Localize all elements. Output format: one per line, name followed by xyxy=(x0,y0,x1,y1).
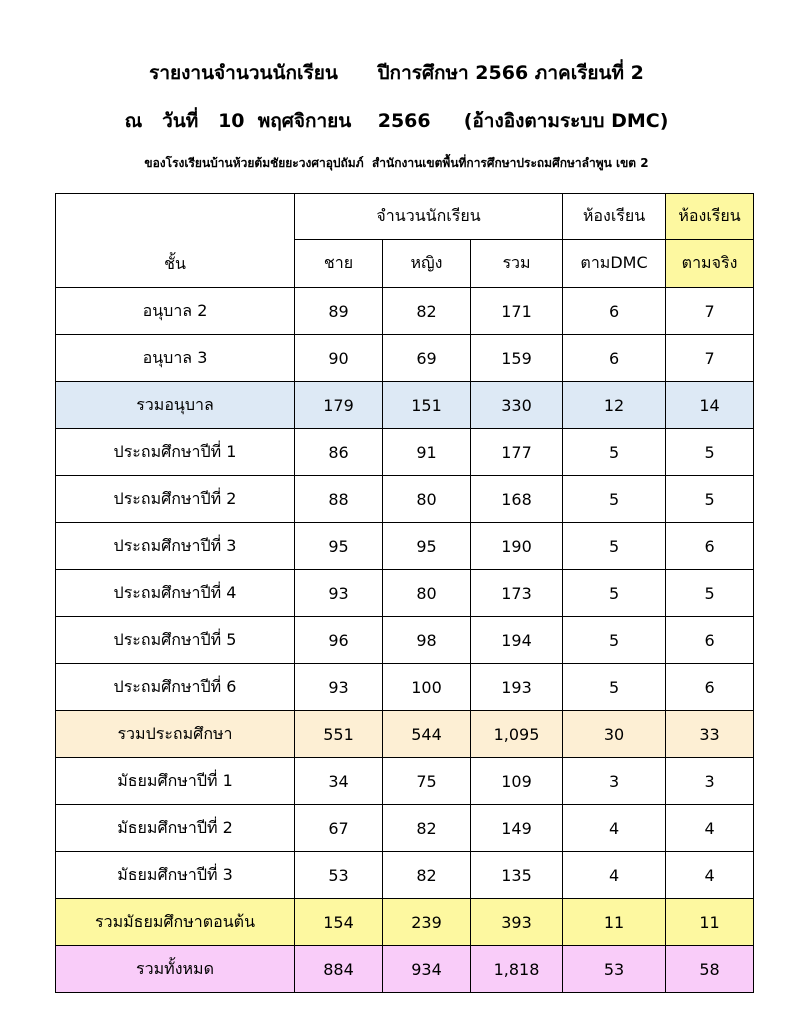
female-count-cell: 95 xyxy=(383,523,471,570)
table-row xyxy=(56,288,754,335)
student-count-group-header: จำนวนนักเรียน xyxy=(295,194,563,240)
table-row xyxy=(56,617,754,664)
grade-cell: ประถมศึกษาปีที่ 5 xyxy=(56,617,295,664)
table-header-row-1 xyxy=(56,194,754,240)
female-count-cell: 239 xyxy=(383,899,471,946)
table-row xyxy=(56,476,754,523)
rooms-dmc-cell: 5 xyxy=(563,523,666,570)
male-count-cell: 34 xyxy=(295,758,383,805)
female-column-header: หญิง xyxy=(383,240,471,288)
total-count-cell: 1,095 xyxy=(471,711,563,758)
rooms-dmc-cell: 6 xyxy=(563,335,666,382)
total-count-cell: 135 xyxy=(471,852,563,899)
male-count-cell: 95 xyxy=(295,523,383,570)
rooms-dmc-cell: 6 xyxy=(563,288,666,335)
table-row xyxy=(56,758,754,805)
total-count-cell: 109 xyxy=(471,758,563,805)
male-count-cell: 90 xyxy=(295,335,383,382)
rooms-real-cell: 58 xyxy=(666,946,754,993)
male-count-cell: 86 xyxy=(295,429,383,476)
grade-cell: รวมมัธยมศึกษาตอนต้น xyxy=(56,899,295,946)
rooms-dmc-cell: 4 xyxy=(563,852,666,899)
total-count-cell: 1,818 xyxy=(471,946,563,993)
male-count-cell: 96 xyxy=(295,617,383,664)
total-count-cell: 171 xyxy=(471,288,563,335)
grade-cell: ประถมศึกษาปีที่ 4 xyxy=(56,570,295,617)
male-count-cell: 67 xyxy=(295,805,383,852)
rooms-real-cell: 4 xyxy=(666,852,754,899)
rooms-dmc-cell: 11 xyxy=(563,899,666,946)
table-row xyxy=(56,335,754,382)
grade-cell: มัธยมศึกษาปีที่ 3 xyxy=(56,852,295,899)
report-date-line: ณ วันที่ 10 พฤศจิกายน 2566 (อ้างอิงตามระบบ DMC) xyxy=(124,110,669,132)
female-count-cell: 934 xyxy=(383,946,471,993)
male-count-cell: 93 xyxy=(295,664,383,711)
rooms-dmc-cell: 3 xyxy=(563,758,666,805)
total-count-cell: 330 xyxy=(471,382,563,429)
rooms-real-cell: 5 xyxy=(666,570,754,617)
grade-cell: มัธยมศึกษาปีที่ 1 xyxy=(56,758,295,805)
total-column-header: รวม xyxy=(471,240,563,288)
table-body xyxy=(56,288,754,993)
table-row xyxy=(56,946,754,993)
rooms-real-cell: 33 xyxy=(666,711,754,758)
rooms-real-cell: 11 xyxy=(666,899,754,946)
rooms-real-cell: 6 xyxy=(666,523,754,570)
table-row xyxy=(56,852,754,899)
table-row xyxy=(56,805,754,852)
rooms-real-header-line2: ตามจริง xyxy=(666,240,754,288)
rooms-dmc-header-line2: ตามDMC xyxy=(563,240,666,288)
table-row xyxy=(56,429,754,476)
grade-cell: รวมทั้งหมด xyxy=(56,946,295,993)
total-count-cell: 168 xyxy=(471,476,563,523)
female-count-cell: 91 xyxy=(383,429,471,476)
grade-cell: อนุบาล 3 xyxy=(56,335,295,382)
female-count-cell: 80 xyxy=(383,476,471,523)
rooms-real-cell: 7 xyxy=(666,288,754,335)
rooms-dmc-cell: 12 xyxy=(563,382,666,429)
rooms-dmc-cell: 4 xyxy=(563,805,666,852)
female-count-cell: 82 xyxy=(383,805,471,852)
total-count-cell: 393 xyxy=(471,899,563,946)
total-count-cell: 173 xyxy=(471,570,563,617)
table-row xyxy=(56,382,754,429)
male-count-cell: 53 xyxy=(295,852,383,899)
rooms-real-cell: 4 xyxy=(666,805,754,852)
table-row xyxy=(56,570,754,617)
female-count-cell: 69 xyxy=(383,335,471,382)
rooms-real-cell: 6 xyxy=(666,617,754,664)
table-row xyxy=(56,523,754,570)
rooms-dmc-cell: 5 xyxy=(563,570,666,617)
total-count-cell: 149 xyxy=(471,805,563,852)
rooms-real-cell: 5 xyxy=(666,476,754,523)
female-count-cell: 82 xyxy=(383,852,471,899)
rooms-dmc-cell: 5 xyxy=(563,617,666,664)
male-count-cell: 89 xyxy=(295,288,383,335)
female-count-cell: 100 xyxy=(383,664,471,711)
report-title: รายงานจำนวนนักเรียน ปีการศึกษา 2566 ภาคเรียนที่ 2 xyxy=(149,62,644,84)
student-count-table xyxy=(55,193,754,993)
male-count-cell: 179 xyxy=(295,382,383,429)
total-count-cell: 177 xyxy=(471,429,563,476)
rooms-dmc-header-line1: ห้องเรียน xyxy=(563,194,666,240)
table-row xyxy=(56,664,754,711)
grade-cell: รวมอนุบาล xyxy=(56,382,295,429)
table-row xyxy=(56,899,754,946)
male-count-cell: 154 xyxy=(295,899,383,946)
grade-cell: ประถมศึกษาปีที่ 2 xyxy=(56,476,295,523)
rooms-dmc-cell: 5 xyxy=(563,476,666,523)
rooms-real-cell: 7 xyxy=(666,335,754,382)
female-count-cell: 98 xyxy=(383,617,471,664)
total-count-cell: 194 xyxy=(471,617,563,664)
rooms-real-cell: 3 xyxy=(666,758,754,805)
grade-column-header: ชั้น xyxy=(56,194,295,288)
male-count-cell: 93 xyxy=(295,570,383,617)
grade-cell: อนุบาล 2 xyxy=(56,288,295,335)
school-name-line: ของโรงเรียนบ้านห้วยต้มชัยยะวงศาอุปถัมภ์ สำนักงานเขตพื้นที่การศึกษาประถมศึกษาลำพูน เขต 2 xyxy=(144,156,649,170)
female-count-cell: 82 xyxy=(383,288,471,335)
rooms-dmc-cell: 5 xyxy=(563,664,666,711)
total-count-cell: 159 xyxy=(471,335,563,382)
rooms-real-cell: 5 xyxy=(666,429,754,476)
grade-cell: ประถมศึกษาปีที่ 3 xyxy=(56,523,295,570)
grade-cell: ประถมศึกษาปีที่ 6 xyxy=(56,664,295,711)
total-count-cell: 190 xyxy=(471,523,563,570)
total-count-cell: 193 xyxy=(471,664,563,711)
table-row xyxy=(56,711,754,758)
rooms-dmc-cell: 53 xyxy=(563,946,666,993)
rooms-dmc-cell: 5 xyxy=(563,429,666,476)
male-column-header: ชาย xyxy=(295,240,383,288)
female-count-cell: 75 xyxy=(383,758,471,805)
female-count-cell: 151 xyxy=(383,382,471,429)
grade-cell: รวมประถมศึกษา xyxy=(56,711,295,758)
rooms-real-cell: 14 xyxy=(666,382,754,429)
rooms-real-header-line1: ห้องเรียน xyxy=(666,194,754,240)
male-count-cell: 551 xyxy=(295,711,383,758)
male-count-cell: 884 xyxy=(295,946,383,993)
male-count-cell: 88 xyxy=(295,476,383,523)
grade-cell: ประถมศึกษาปีที่ 1 xyxy=(56,429,295,476)
female-count-cell: 544 xyxy=(383,711,471,758)
grade-cell: มัธยมศึกษาปีที่ 2 xyxy=(56,805,295,852)
rooms-real-cell: 6 xyxy=(666,664,754,711)
rooms-dmc-cell: 30 xyxy=(563,711,666,758)
female-count-cell: 80 xyxy=(383,570,471,617)
